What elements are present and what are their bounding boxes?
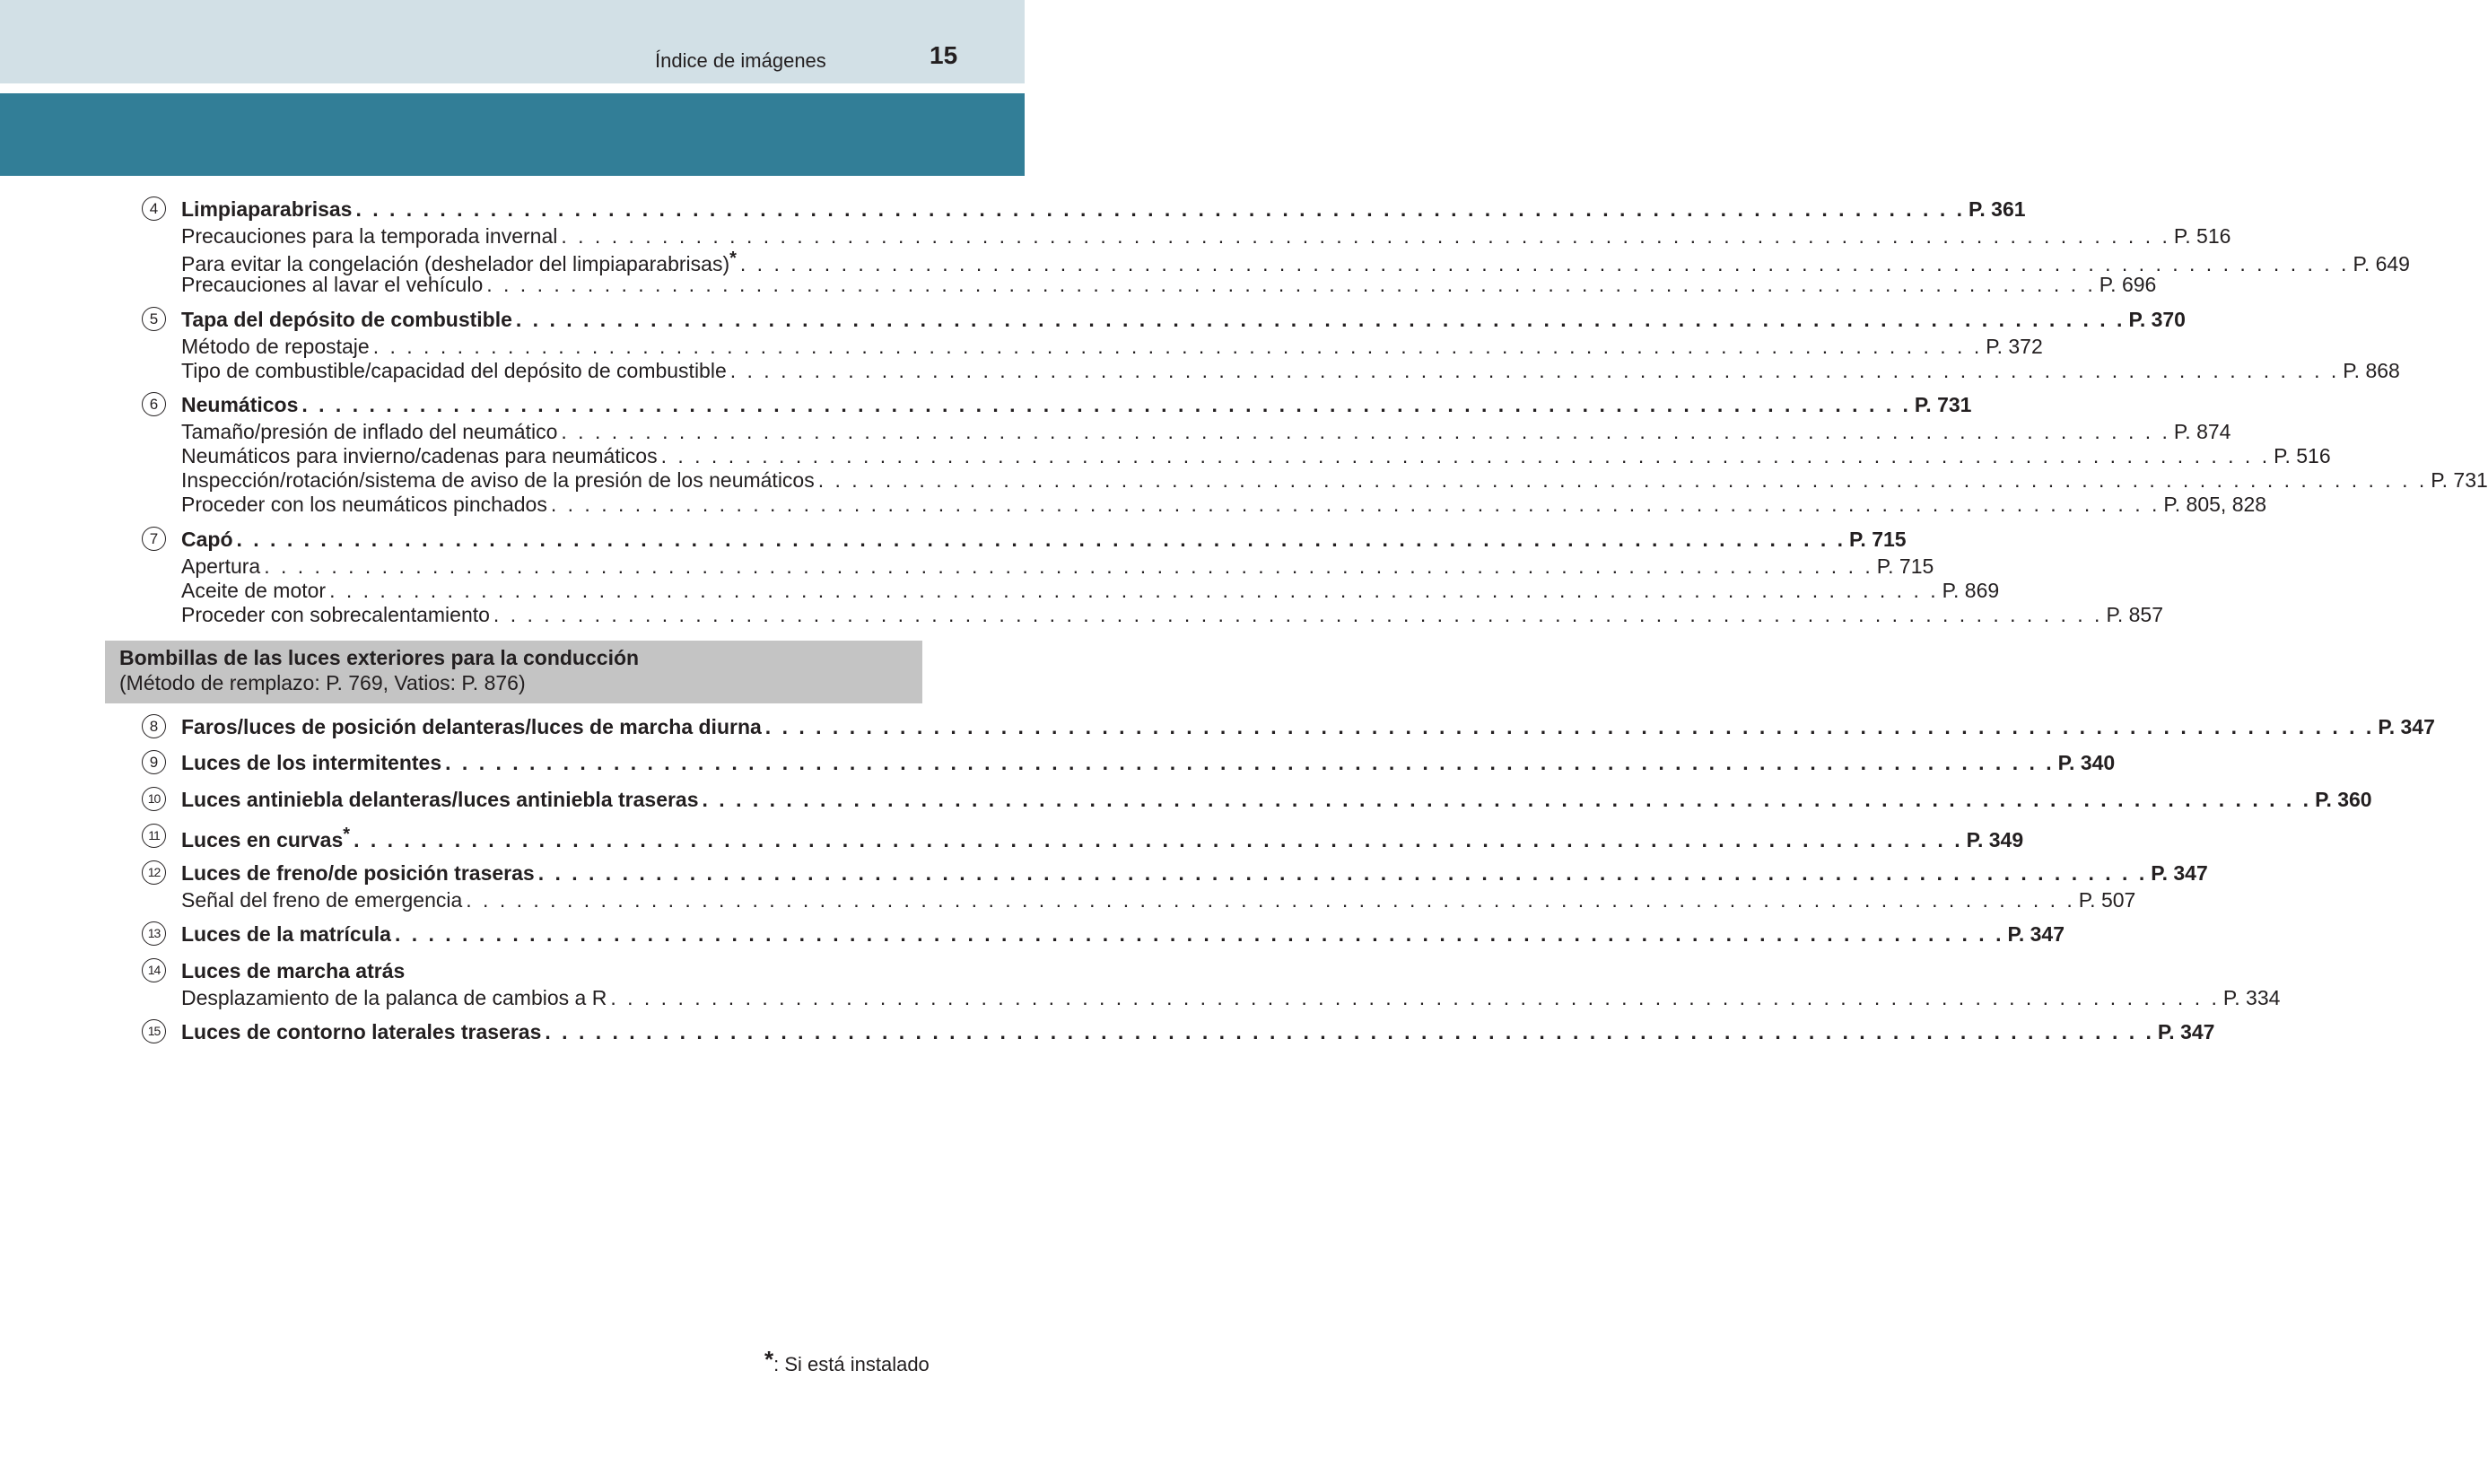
index-entry-main[interactable] — [181, 1020, 2215, 1047]
leader-dots: . . . . . . . . . . . . . . . . . . . . . . . . . . . . . . . . . . . . . . . . . . . . . . . . . . . . . . . . . . . . . . . . . . . . . . . . . . . . . . . . . . . . . . . . . . . . . . . . — [301, 393, 1911, 416]
entry-label — [181, 308, 512, 332]
callout-number: 5 — [142, 307, 166, 331]
entry-label-text: Tapa del depósito de combustible — [181, 308, 512, 331]
page-reference[interactable]: P. 340 — [2057, 751, 2116, 774]
page-reference[interactable]: P. 507 — [2078, 888, 2136, 912]
entry-label — [181, 359, 727, 383]
callout-number: 6 — [142, 392, 166, 416]
page-reference[interactable]: P. 696 — [2099, 273, 2157, 296]
entry-label-text: Capó — [181, 528, 233, 551]
leader-dots: . . . . . . . . . . . . . . . . . . . . . . . . . . . . . . . . . . . . . . . . . . . . . . . . . . . . . . . . . . . . . . . . . . . . . . . . . . . . . . . . . . . . . . . . . . . . . . . . — [561, 420, 2170, 443]
index-entry-sub[interactable] — [181, 335, 2043, 362]
page-reference[interactable]: P. 869 — [1942, 579, 2000, 602]
entry-label-text: Luces de marcha atrás — [181, 959, 406, 982]
index-entry-sub[interactable] — [181, 273, 2157, 300]
leader-dots: . . . . . . . . . . . . . . . . . . . . . . . . . . . . . . . . . . . . . . . . . . . . . . . . . . . . . . . . . . . . . . . . . . . . . . . . . . . . . . . . . . . . . . . . . . . . . . . . — [537, 861, 2148, 885]
index-entry-sub[interactable] — [181, 493, 2267, 519]
entry-label — [181, 922, 391, 947]
entry-label-text: Limpiaparabrisas — [181, 197, 353, 221]
callout-number: 15 — [142, 1019, 166, 1043]
page-reference[interactable]: P. 715 — [1876, 554, 1934, 578]
index-entry-sub[interactable] — [181, 359, 2400, 386]
callout-number: 10 — [142, 787, 166, 811]
leader-dots: . . . . . . . . . . . . . . . . . . . . . . . . . . . . . . . . . . . . . . . . . . . . . . . . . . . . . . . . . . . . . . . . . . . . . . . . . . . . . . . . . . . . . . . . . . . . . . . . — [372, 335, 1983, 358]
entry-label-text: Neumáticos — [181, 393, 299, 416]
callout-number: 14 — [142, 958, 166, 982]
index-entry-main[interactable] — [181, 308, 2186, 335]
index-entry-sub[interactable] — [181, 888, 2136, 915]
entry-label — [181, 986, 607, 1010]
leader-dots: . . . . . . . . . . . . . . . . . . . . . . . . . . . . . . . . . . . . . . . . . . . . . . . . . . . . . . . . . . . . . . . . . . . . . . . . . . . . . . . . . . . . . . . . . . . . . . . . — [545, 1020, 2154, 1043]
leader-dots: . . . . . . . . . . . . . . . . . . . . . . . . . . . . . . . . . . . . . . . . . . . . . . . . . . . . . . . . . . . . . . . . . . . . . . . . . . . . . . . . . . . . . . . . . . . . . . . . — [354, 828, 1963, 851]
leader-dots: . . . . . . . . . . . . . . . . . . . . . . . . . . . . . . . . . . . . . . . . . . . . . . . . . . . . . . . . . . . . . . . . . . . . . . . . . . . . . . . . . . . . . . . . . . . . . . . . — [702, 788, 2312, 811]
page-reference[interactable]: P. 715 — [1849, 528, 1907, 551]
page-reference[interactable]: P. 349 — [1966, 828, 2024, 851]
page-reference[interactable]: P. 516 — [2274, 444, 2331, 467]
page-reference[interactable]: P. 347 — [2157, 1020, 2215, 1043]
index-entry-sub[interactable] — [181, 579, 2000, 606]
entry-label — [181, 420, 557, 444]
entry-label — [181, 444, 658, 468]
index-entry-main[interactable] — [181, 715, 2435, 742]
entry-label-text: Proceder con sobrecalentamiento — [181, 603, 490, 626]
index-entry-sub[interactable] — [181, 468, 2488, 495]
callout-number: 11 — [142, 824, 166, 848]
page-reference[interactable]: P. 360 — [2315, 788, 2372, 811]
page-reference[interactable]: P. 805, 828 — [2163, 493, 2267, 516]
entry-label — [181, 335, 370, 359]
page-reference[interactable]: P. 516 — [2173, 224, 2231, 248]
page-number: 15 — [930, 41, 958, 69]
entry-label-text: Precauciones para la temporada invernal — [181, 224, 558, 248]
leader-dots: . . . . . . . . . . . . . . . . . . . . . . . . . . . . . . . . . . . . . . . . . . . . . . . . . . . . . . . . . . . . . . . . . . . . . . . . . . . . . . . . . . . . . . . . . . . . . . . . — [764, 715, 2375, 738]
footnote-text: : Si está instalado — [773, 1353, 930, 1375]
entry-label — [181, 715, 762, 739]
entry-label — [181, 579, 326, 603]
entry-label — [181, 888, 462, 912]
leader-dots: . . . . . . . . . . . . . . . . . . . . . . . . . . . . . . . . . . . . . . . . . . . . . . . . . . . . . . . . . . . . . . . . . . . . . . . . . . . . . . . . . . . . . . . . . . . . . . . . — [729, 359, 2340, 382]
leader-dots: . . . . . . . . . . . . . . . . . . . . . . . . . . . . . . . . . . . . . . . . . . . . . . . . . . . . . . . . . . . . . . . . . . . . . . . . . . . . . . . . . . . . . . . . . . . . . . . . — [394, 922, 2004, 946]
leader-dots: . . . . . . . . . . . . . . . . . . . . . . . . . . . . . . . . . . . . . . . . . . . . . . . . . . . . . . . . . . . . . . . . . . . . . . . . . . . . . . . . . . . . . . . . . . . . . . . . — [561, 224, 2170, 248]
entry-label-text: Luces antiniebla delanteras/luces antiniebla traseras — [181, 788, 699, 811]
entry-label — [181, 493, 547, 517]
page-reference[interactable]: P. 731 — [1914, 393, 1972, 416]
entry-label-text: Desplazamiento de la palanca de cambios a R — [181, 986, 607, 1009]
callout-number: 7 — [142, 527, 166, 551]
page-header-band — [0, 0, 1025, 83]
entry-label-text: Luces de contorno laterales traseras — [181, 1020, 542, 1043]
callout-number: 13 — [142, 921, 166, 946]
leader-dots: . . . . . . . . . . . . . . . . . . . . . . . . . . . . . . . . . . . . . . . . . . . . . . . . . . . . . . . . . . . . . . . . . . . . . . . . . . . . . . . . . . . . . . . . . . . . . . . . — [445, 751, 2055, 774]
index-entry-sub[interactable] — [181, 224, 2231, 251]
callout-number: 4 — [142, 196, 166, 221]
page-reference[interactable]: P. 347 — [2151, 861, 2208, 885]
entry-label-text: Precauciones al lavar el vehículo — [181, 273, 484, 296]
index-entry-main[interactable] — [181, 751, 2116, 778]
section-box-title: Bombillas de las luces exteriores para la conducción — [119, 646, 640, 669]
section-box-subtitle: (Método de remplazo: P. 769, Vatios: P. 876) — [119, 671, 526, 694]
entry-label — [181, 825, 350, 852]
page-reference[interactable]: P. 868 — [2343, 359, 2400, 382]
index-entry-sub[interactable] — [181, 420, 2231, 447]
leader-dots: . . . . . . . . . . . . . . . . . . . . . . . . . . . . . . . . . . . . . . . . . . . . . . . . . . . . . . . . . . . . . . . . . . . . . . . . . . . . . . . . . . . . . . . . . . . . . . . . — [486, 273, 2096, 296]
entry-label-text: Luces de freno/de posición traseras — [181, 861, 535, 885]
leader-dots: . . . . . . . . . . . . . . . . . . . . . . . . . . . . . . . . . . . . . . . . . . . . . . . . . . . . . . . . . . . . . . . . . . . . . . . . . . . . . . . . . . . . . . . . . . . . . . . . — [236, 528, 1846, 551]
leader-dots: . . . . . . . . . . . . . . . . . . . . . . . . . . . . . . . . . . . . . . . . . . . . . . . . . . . . . . . . . . . . . . . . . . . . . . . . . . . . . . . . . . . . . . . . . . . . . . . . — [550, 493, 2161, 516]
entry-label-text: Inspección/rotación/sistema de aviso de la presión de los neumáticos — [181, 468, 815, 492]
entry-label-text: Tamaño/presión de inflado del neumático — [181, 420, 558, 443]
footnote — [764, 1346, 930, 1376]
callout-number: 9 — [142, 750, 166, 774]
page-reference[interactable]: P. 347 — [2007, 922, 2065, 946]
footnote-star: * — [764, 1346, 774, 1373]
callout-number: 12 — [142, 860, 166, 885]
leader-dots: . . . . . . . . . . . . . . . . . . . . . . . . . . . . . . . . . . . . . . . . . . . . . . . . . . . . . . . . . . . . . . . . . . . . . . . . . . . . . . . . . . . . . . . . . . . . . . . . — [739, 252, 2350, 275]
index-entry-sub[interactable] — [181, 603, 2163, 630]
entry-label — [181, 273, 483, 297]
entry-label — [181, 528, 233, 552]
entry-label — [181, 959, 405, 983]
entry-label — [181, 751, 441, 775]
entry-label — [181, 468, 815, 493]
index-entry-main[interactable] — [181, 959, 881, 986]
entry-label-text: Tipo de combustible/capacidad del depósito de combustible — [181, 359, 727, 382]
entry-label — [181, 1020, 541, 1044]
header-color-band — [0, 93, 1025, 176]
index-entry-main[interactable] — [181, 393, 1972, 420]
leader-dots: . . . . . . . . . . . . . . . . . . . . . . . . . . . . . . . . . . . . . . . . . . . . . . . . . . . . . . . . . . . . . . . . . . . . . . . . . . . . . . . . . . . . . . . . . . . . . . . . — [493, 603, 2103, 626]
entry-label-text: Proceder con los neumáticos pinchados — [181, 493, 547, 516]
page-reference[interactable]: P. 334 — [2222, 986, 2281, 1009]
index-entry-main[interactable] — [181, 922, 2065, 949]
entry-label-text: Señal del freno de emergencia — [181, 888, 463, 912]
entry-label — [181, 861, 535, 886]
callout-number: 8 — [142, 714, 166, 738]
entry-label-text: Neumáticos para invierno/cadenas para neumáticos — [181, 444, 658, 467]
index-entry-sub[interactable] — [181, 986, 2281, 1013]
entry-label-text: Luces en curvas — [181, 828, 344, 851]
leader-dots: . . . . . . . . . . . . . . . . . . . . . . . . . . . . . . . . . . . . . . . . . . . . . . . . . . . . . . . . . . . . . . . . . . . . . . . . . . . . . . . . . . . . . . . . . . . . . . . . — [660, 444, 2271, 467]
index-entry-main[interactable] — [181, 788, 2372, 815]
page-reference[interactable]: P. 874 — [2173, 420, 2231, 443]
page-reference[interactable]: P. 372 — [1986, 335, 2043, 358]
entry-label-text: Aceite de motor — [181, 579, 327, 602]
entry-label-text: Apertura — [181, 554, 261, 578]
leader-dots: . . . . . . . . . . . . . . . . . . . . . . . . . . . . . . . . . . . . . . . . . . . . . . . . . . . . . . . . . . . . . . . . . . . . . . . . . . . . . . . . . . . . . . . . . . . . . . . . — [515, 308, 2126, 331]
entry-label-text: Método de repostaje — [181, 335, 370, 358]
leader-dots: . . . . . . . . . . . . . . . . . . . . . . . . . . . . . . . . . . . . . . . . . . . . . . . . . . . . . . . . . . . . . . . . . . . . . . . . . . . . . . . . . . . . . . . . . . . . . . . . — [610, 986, 2220, 1009]
entry-label — [181, 224, 557, 249]
section-title: Índice de imágenes — [655, 49, 826, 72]
page-reference[interactable]: P. 361 — [1969, 197, 2026, 221]
index-entry-main[interactable] — [181, 197, 2026, 224]
leader-dots: . . . . . . . . . . . . . . . . . . . . . . . . . . . . . . . . . . . . . . . . . . . . . . . . . . . . . . . . . . . . . . . . . . . . . . . . . . . . . . . . . . . . . . . . . . . . . . . . — [466, 888, 2075, 912]
entry-label — [181, 393, 298, 417]
leader-dots: . . . . . . . . . . . . . . . . . . . . . . . . . . . . . . . . . . . . . . . . . . . . . . . . . . . . . . . . . . . . . . . . . . . . . . . . . . . . . . . . . . . . . . . . . . . . . . . . — [355, 197, 1965, 221]
section-box — [105, 641, 922, 703]
index-entry-main[interactable] — [181, 861, 2208, 888]
leader-dots: . . . . . . . . . . . . . . . . . . . . . . . . . . . . . . . . . . . . . . . . . . . . . . . . . . . . . . . . . . . . . . . . . . . . . . . . . . . . . . . . . . . . . . . . . . . . . . . . — [329, 579, 1939, 602]
index-entry-sub[interactable] — [181, 554, 1934, 581]
entry-label-text: Luces de la matrícula — [181, 922, 391, 946]
index-entry-sub[interactable] — [181, 249, 2410, 275]
leader-dots: . . . . . . . . . . . . . . . . . . . . . . . . . . . . . . . . . . . . . . . . . . . . . . . . . . . . . . . . . . . . . . . . . . . . . . . . . . . . . . . . . . . . . . . . . . . . . . . . — [817, 468, 2428, 492]
entry-label — [181, 788, 699, 812]
entry-label — [181, 197, 352, 222]
page-reference[interactable]: P. 731 — [2431, 468, 2488, 492]
entry-label — [181, 554, 260, 579]
index-entry-main[interactable] — [181, 825, 2024, 851]
page-reference[interactable]: P. 347 — [2378, 715, 2435, 738]
entry-label — [181, 603, 490, 627]
page-reference[interactable]: P. 370 — [2128, 308, 2186, 331]
page-reference[interactable]: P. 857 — [2106, 603, 2163, 626]
page-reference[interactable]: P. 649 — [2353, 252, 2410, 275]
header-divider — [0, 83, 1025, 93]
leader-dots: . . . . . . . . . . . . . . . . . . . . . . . . . . . . . . . . . . . . . . . . . . . . . . . . . . . . . . . . . . . . . . . . . . . . . . . . . . . . . . . . . . . . . . . . . . . . . . . . — [264, 554, 1873, 578]
index-entry-sub[interactable] — [181, 444, 2331, 471]
entry-label-text: Faros/luces de posición delanteras/luces de marcha diurna — [181, 715, 762, 738]
availability-star: * — [343, 825, 351, 844]
entry-label-text: Para evitar la congelación (deshelador del limpiaparabrisas) — [181, 252, 730, 275]
availability-star: * — [729, 249, 737, 268]
entry-label-text: Luces de los intermitentes — [181, 751, 442, 774]
index-entry-main[interactable] — [181, 528, 1907, 554]
